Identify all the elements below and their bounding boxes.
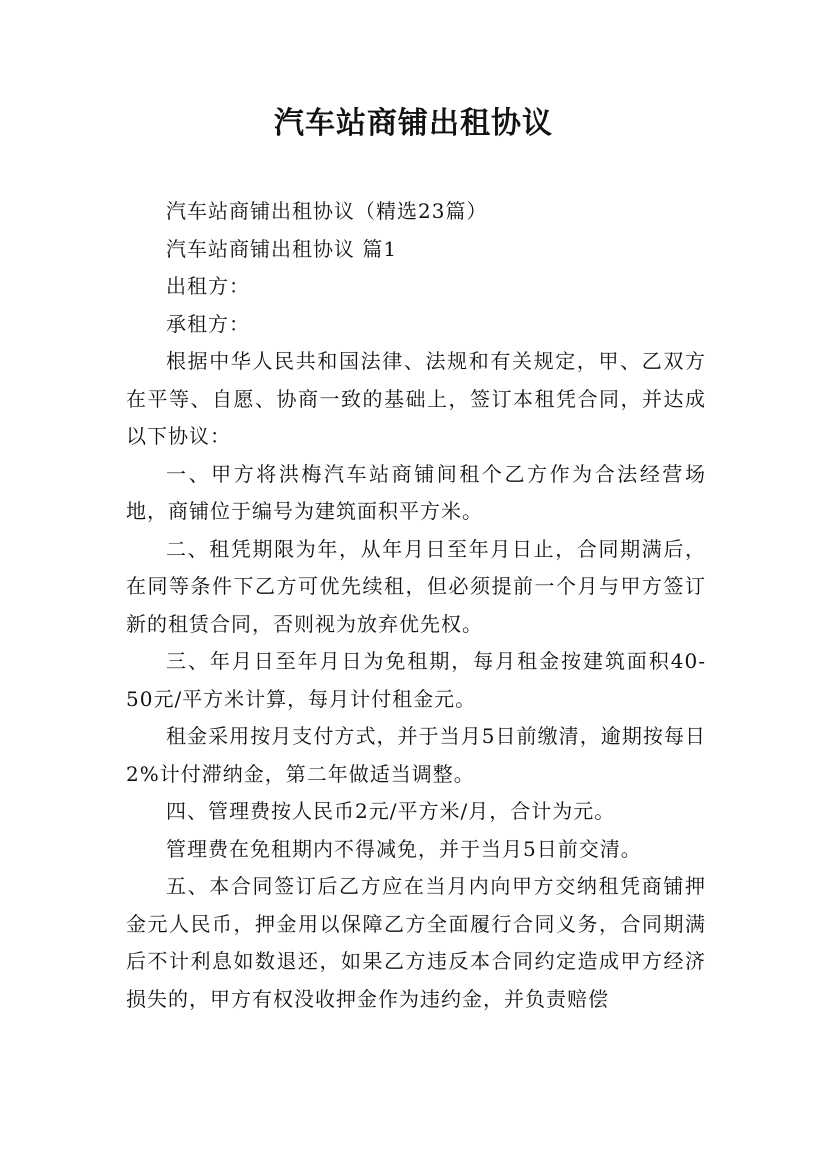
paragraph-clause-5: 五、本合同签订后乙方应在当月内向甲方交纳租凭商铺押金元人民币，押金用以保障乙方全面履行合同义务，合同期满后不计利息如数退还，如果乙方违反本合同约定造成甲方经济损失的，甲方有权没收押金作为违约金，并负责赔偿 <box>126 874 706 1011</box>
document-body <box>126 193 706 1018</box>
paragraph-clause-1: 一、甲方将洪梅汽车站商铺间租个乙方作为合法经营场地，商铺位于编号为建筑面积平方米。 <box>126 461 706 523</box>
paragraph-lessor: 出租方： <box>166 274 250 298</box>
paragraph-management-fee: 管理费在免租期内不得减免，并于当月5日前交清。 <box>166 836 642 861</box>
paragraph-clause-4: 四、管理费按人民币2元/平方米/月，合计为元。 <box>166 799 616 823</box>
paragraph-preamble: 根据中华人民共和国法律、法规和有关规定，甲、乙双方在平等、自愿、协商一致的基础上，签订本租凭合同，并达成以下协议： <box>126 349 706 448</box>
document-title: 汽车站商铺出租协议 <box>274 106 553 141</box>
paragraph-section-heading: 汽车站商铺出租协议 篇1 <box>166 236 398 261</box>
paragraph-clause-2: 二、租凭期限为年，从年月日至年月日止，合同期满后，在同等条件下乙方可优先续租，但必须提前一个月与甲方签订新的租赁合同，否则视为放弃优先权。 <box>126 536 706 636</box>
paragraph-lessee: 承租方： <box>166 311 250 336</box>
paragraph-clause-3: 三、年月日至年月日为免租期，每月租金按建筑面积40-50元/平方米计算，每月计付租金元。 <box>126 649 706 711</box>
paragraph-rent-payment: 租金采用按月支付方式，并于当月5日前缴清，逾期按每日2%计付滞纳金，第二年做适当调整。 <box>126 724 706 786</box>
paragraph-subtitle: 汽车站商铺出租协议（精选23篇） <box>166 199 488 223</box>
